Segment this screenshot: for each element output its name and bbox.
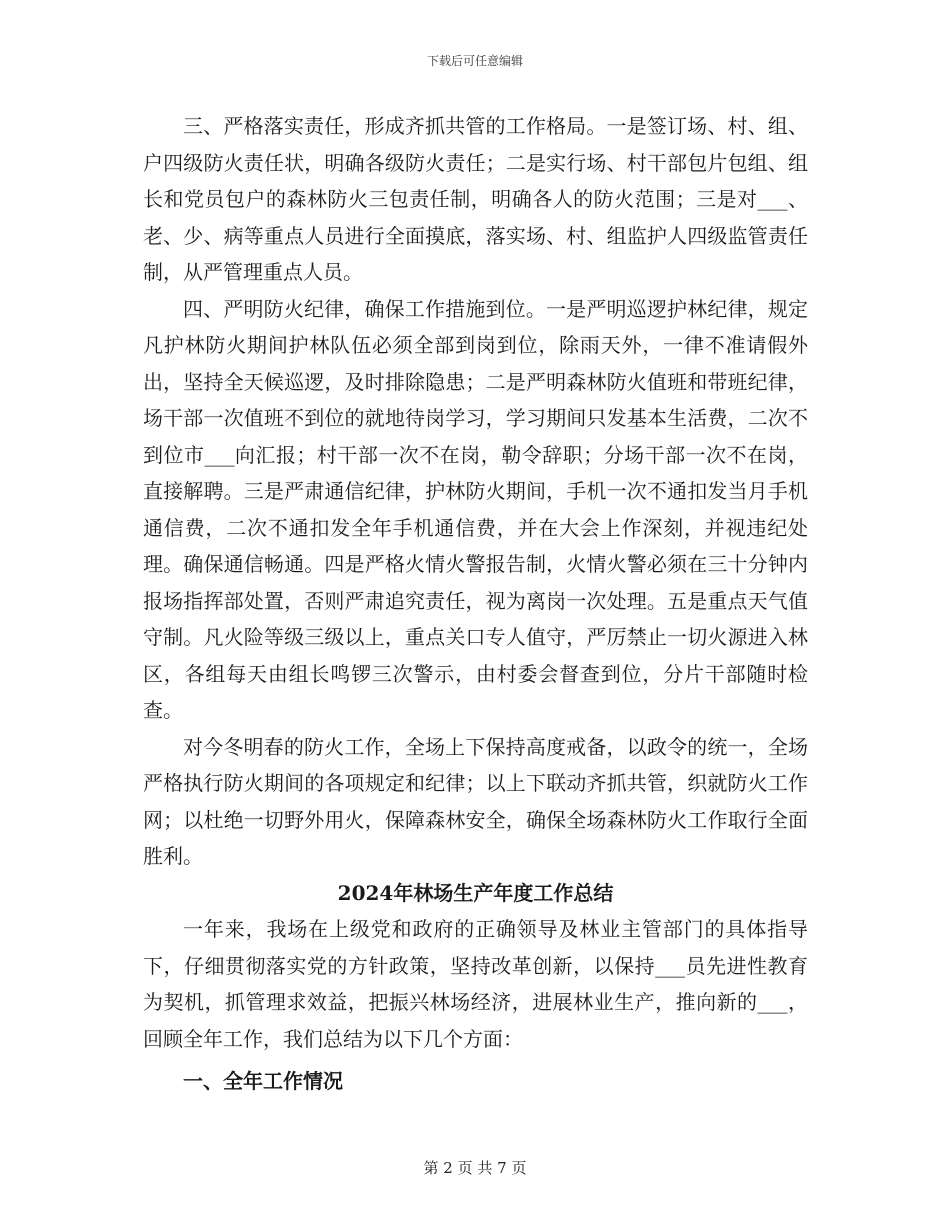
paragraph-responsibility: 三、严格落实责任，形成齐抓共管的工作格局。一是签订场、村、组、户四级防火责任状，明确各级防火责任；二是实行场、村干部包片包组、组长和党员包户的森林防火三包责任制，明确各人的防火范围；三是对___、老、少、病等重点人员进行全面摸底，落实场、村、组监护人四级监管责任制，从严管理重点人员。 <box>143 114 808 284</box>
document-title: 2024年林场生产年度工作总结 <box>337 880 614 905</box>
paragraph-winter-spring: 对今冬明春的防火工作，全场上下保持高度戒备，以政令的统一，全场严格执行防火期间的各项规定和纪律；以上下联动齐抓共管，织就防火工作网；以杜绝一切野外用火，保障森林安全，确保全场森林防火工作取行全面胜利。 <box>143 734 808 868</box>
section-heading: 一、全年工作情况 <box>183 1069 343 1093</box>
paragraph-intro: 一年来，我场在上级党和政府的正确领导及林业主管部门的具体指导下，仔细贯彻落实党的方针政策，坚持改革创新，以保持___员先进性教育为契机，抓管理求效益，把振兴林场经济，进展林业生产，推向新的___，回顾全年工作，我们总结为以下几个方面： <box>143 917 808 1051</box>
page-footer: 第 2 页 共 7 页 <box>423 1159 527 1177</box>
paragraph-discipline: 四、严明防火纪律，确保工作措施到位。一是严明巡逻护林纪律，规定凡护林防火期间护林队伍必须全部到岗到位，除雨天外，一律不准请假外出，坚持全天候巡逻，及时排除隐患；二是严明森林防火值班和带班纪律，场干部一次值班不到位的就地待岗学习，学习期间只发基本生活费，二次不到位市___向汇报；村干部一次不在岗，勒令辞职；分场干部一次不在岗，直接解聘。三是严肃通信纪律，护林防火期间，手机一次不通扣发当月手机通信费，二次不通扣发全年手机通信费，并在大会上作深刻，并视违纪处理。确保通信畅通。四是严格火情火警报告制，火情火警必须在三十分钟内报场指挥部处置，否则严肃追究责任，视为离岗一次处理。五是重点天气值守制。凡火险等级三级以上，重点关口专人值守，严厉禁止一切火源进入林区，各组每天由组长鸣锣三次警示，由村委会督查到位，分片干部随时检查。 <box>143 296 808 722</box>
document-body <box>143 108 808 1100</box>
page-header: 下载后可任意编辑 <box>426 54 523 68</box>
